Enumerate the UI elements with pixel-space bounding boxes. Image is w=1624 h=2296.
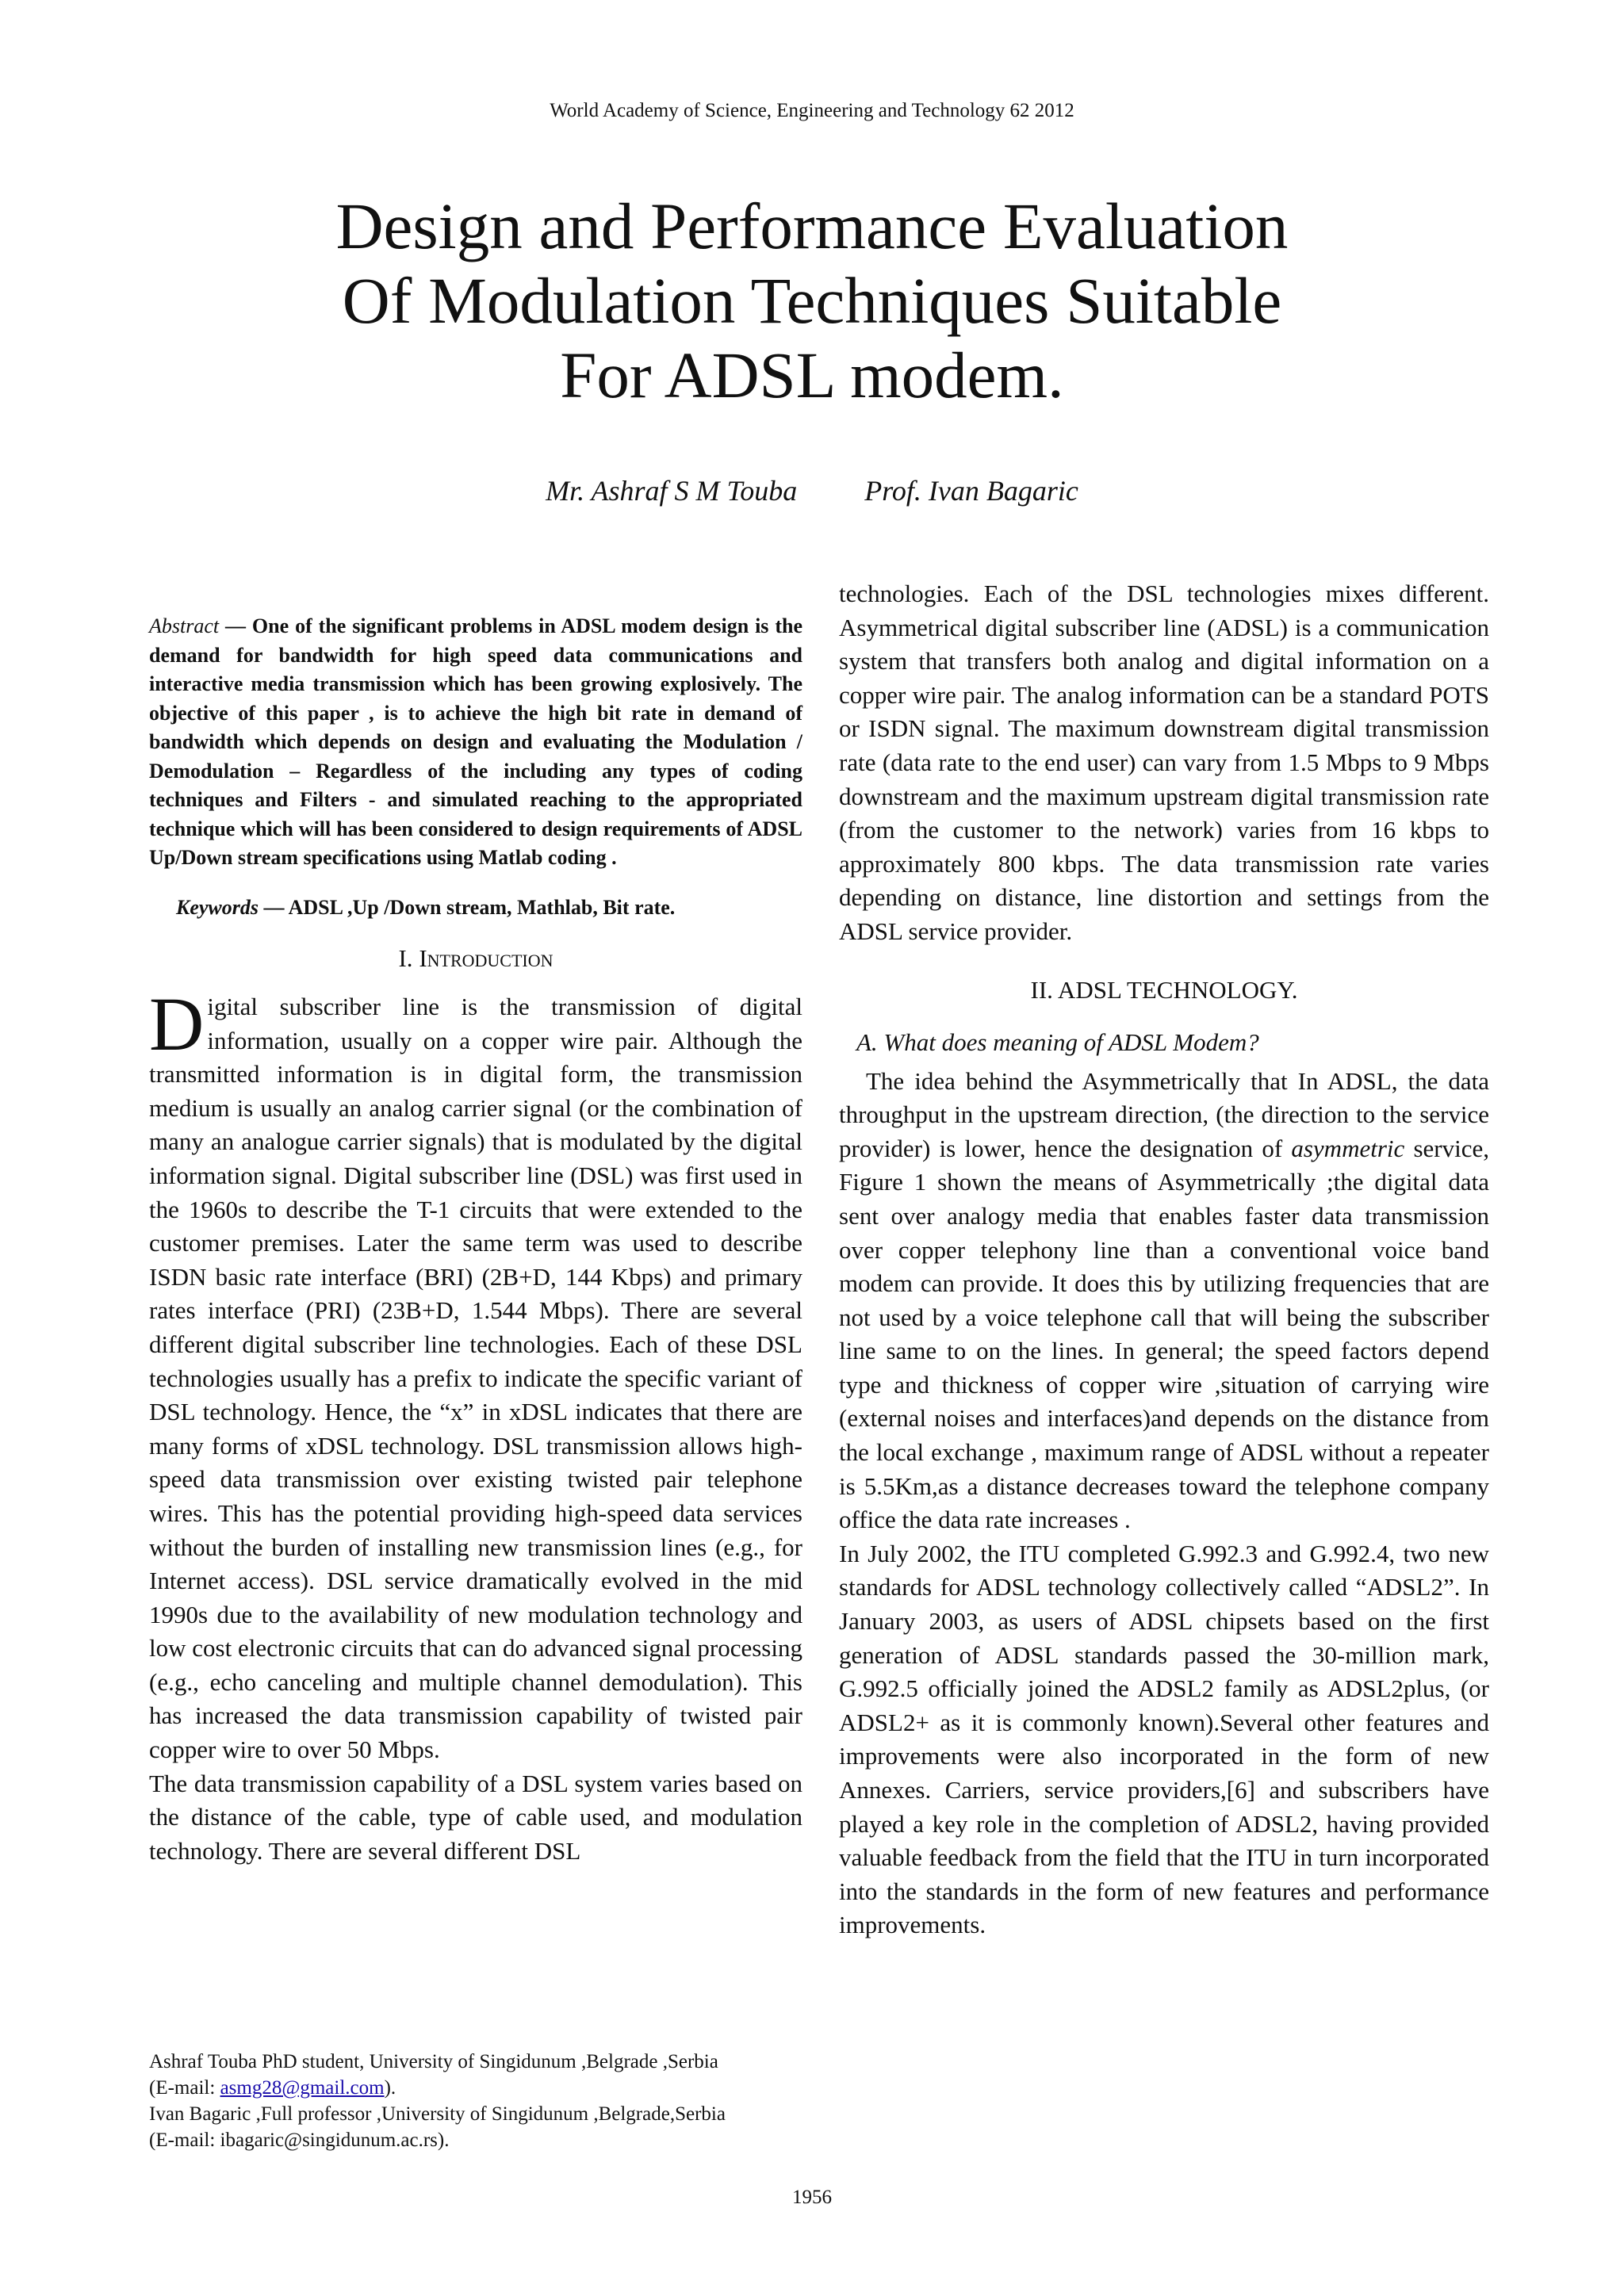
footnote-line-1: Ashraf Touba PhD student, University of Singidunum ,Belgrade ,Serbia: [149, 2051, 718, 2072]
adsl-paragraph-1-part-b: service, Figure 1 shown the means of Asymmetrically ;the digital data sent over analogy media that enables faster data transmission over copper telephony line than a conventional voice band modem can provide. It does this by utilizing frequencies that are not used by a voice telephone call that will being the subscriber line same to on the lines. In general; the speed factors depend type and thickness of copper wire ,situation of carrying wire (external noises and interfaces)and depends on the distance from the local exchange , maximum range of ADSL without a repeater is 5.5Km,as a distance decreases toward the telephone company office the data rate increases .: [839, 1134, 1489, 1534]
drop-cap: D: [149, 982, 205, 1066]
email-link[interactable]: asmg28@gmail.com: [220, 2077, 385, 2099]
keywords-label: Keywords: [176, 895, 259, 919]
keywords-text: — ADSL ,Up /Down stream, Mathlab, Bit rate.: [259, 895, 676, 919]
running-header: World Academy of Science, Engineering and Technology 62 2012: [550, 100, 1074, 121]
intro-paragraph-1: [149, 982, 802, 1767]
adsl-paragraph-1: [839, 1065, 1489, 1537]
abstract-label: Abstract: [149, 614, 220, 637]
abstract-text: — One of the significant problems in ADSL modem design is the demand for bandwidth for high speed data communications and interactive media transmission which has been growing explosively. The objective of this paper , is to achieve the high bit rate in demand of bandwidth which depends on design and evaluating the Modulation / Demodulation – Regardless of the including any types of coding techniques and Filters - and simulated reaching to the appropriated technique which will has been considered to design requirements of ADSL Up/Down stream specifications using Matlab coding .: [149, 614, 802, 869]
footnote-email-prefix: (E-mail:: [149, 2077, 220, 2099]
author-2: Prof. Ivan Bagaric: [864, 475, 1078, 507]
section-heading-adsl-technology: II. ADSL TECHNOLOGY.: [1030, 975, 1298, 1004]
right-column: [839, 577, 1489, 1942]
abstract: [149, 612, 802, 873]
author-list: [0, 474, 1624, 507]
section-title: Introduction: [419, 944, 553, 972]
title-line-1: Design and Performance Evaluation: [335, 189, 1289, 262]
footnote-line-3: Ivan Bagaric ,Full professor ,University of Singidunum ,Belgrade,Serbia: [149, 2103, 726, 2125]
intro-paragraph-1-text: igital subscriber line is the transmission of digital information, usually on a copper wire pair. Although the transmitted information is in digital form, the transmission medium is usually an analog carrier signal (or the combination of many an analogue carrier signals) that is modulated by the digital information signal. Digital subscriber line (DSL) was first used in the 1960s to describe the T-1 circuits that were extended to the customer premises. Later the same term was used to describe ISDN basic rate interface (BRI) (2B+D, 144 Kbps) and primary rates interface (PRI) (23B+D, 1.544 Mbps). There are several different digital subscriber line technologies. Each of these DSL technologies usually has a prefix to indicate the specific variant of DSL technology. Hence, the “x” in xDSL indicates that there are many forms of xDSL technology. DSL transmission allows high-speed data transmission over existing twisted pair telephone wires. This has the potential providing high-speed data services without the burden of installing new transmission lines (e.g., for Internet access). DSL service dramatically evolved in the mid 1990s due to the availability of new modulation technology and low cost electronic circuits that can do advanced signal processing (e.g., echo canceling and multiple channel demodulation). This has increased the data transmission capability of twisted pair copper wire to over 50 Mbps.: [149, 993, 802, 1764]
intro-paragraph-2-continued: technologies. Each of the DSL technologies mixes different. Asymmetrical digital subscriber line (ADSL) is a communication system that transfers both analog and digital information on a copper wire pair. The analog information can be a standard POTS or ISDN signal. The maximum downstream digital transmission rate (data rate to the end user) can vary from 1.5 Mbps to 9 Mbps downstream and the maximum upstream digital transmission rate (from the customer to the network) varies from 16 kbps to approximately 800 kbps. The data transmission rate varies depending on distance, line distortion and settings from the ADSL service provider.: [839, 580, 1489, 945]
keywords: [149, 894, 802, 923]
emphasis-asymmetric: asymmetric: [1291, 1134, 1405, 1162]
footnote-line-2: [149, 2075, 831, 2101]
author-1: Mr. Ashraf S M Touba: [546, 475, 798, 507]
subsection-heading: A. What does meaning of ADSL Modem?: [856, 1027, 1259, 1056]
intro-paragraph-2: The data transmission capability of a DSL system varies based on the distance of the cable, type of cable used, and modulation technology. There are several different DSL: [149, 1769, 802, 1865]
title-line-3: For ADSL modem.: [560, 339, 1064, 411]
adsl-paragraph-2: In July 2002, the ITU completed G.992.3 and G.992.4, two new standards for ADSL technology collectively called “ADSL2”. In January 2003, as users of ADSL chipsets based on the first generation of ADSL standards passed the 30-million mark, G.992.5 officially joined the ADSL2 family as ADSL2plus, (or ADSL2+ as it is commonly known).Several other features and improvements were also incorporated in the form of new Annexes. Carriers, service providers,[6] and subscribers have played a key role in the completion of ADSL2, having provided valuable feedback from the field that the ITU in turn incorporated into the standards in the form of new features and performance improvements.: [839, 1539, 1489, 1939]
section-heading-introduction: [149, 944, 802, 973]
footnote-email-suffix: ).: [384, 2077, 396, 2099]
section-number: I.: [398, 944, 413, 972]
adsl-paragraph-1-part-a: The idea behind the Asymmetrically that In ADSL, the data throughput in the upstream direction, (the direction to the service provider) is lower, hence the designation of: [839, 1066, 1489, 1162]
left-column: [149, 577, 802, 1868]
page-number: 1956: [792, 2187, 832, 2208]
title-line-2: Of Modulation Techniques Suitable: [342, 264, 1282, 337]
author-footnote: [149, 2049, 831, 2153]
footnote-line-4: (E-mail: ibagaric@singidunum.ac.rs).: [149, 2130, 450, 2151]
paper-title: [257, 189, 1367, 412]
